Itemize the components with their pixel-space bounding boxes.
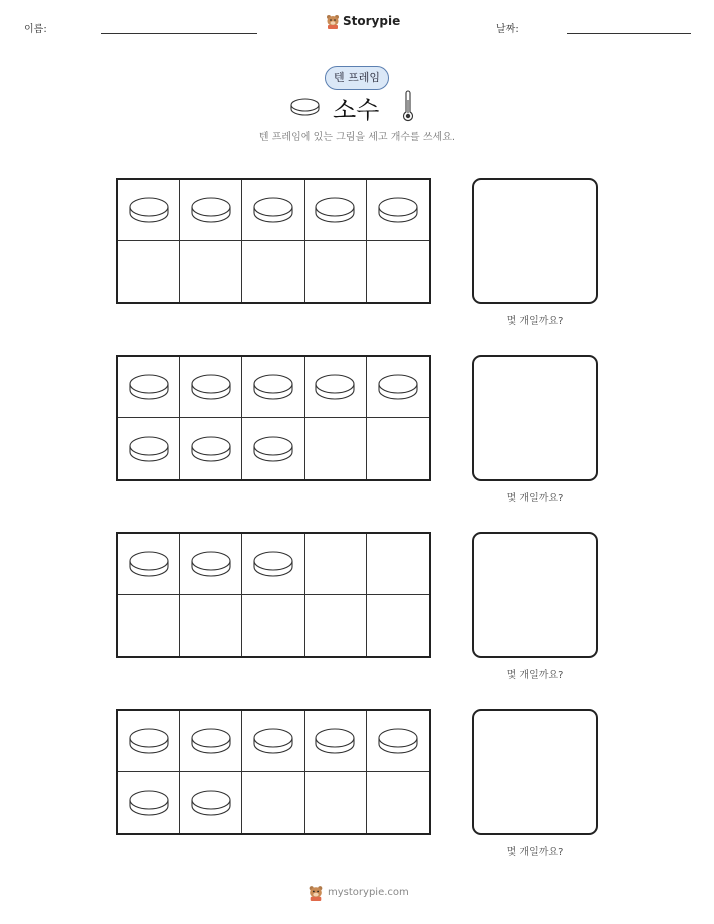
question-prompt: 몇 개일까요? (506, 670, 564, 681)
disk-counter-icon (376, 724, 420, 758)
answer-box[interactable] (472, 532, 598, 658)
disk-counter-icon (376, 193, 420, 227)
frame-cell (367, 595, 429, 656)
disk-counter-icon (251, 724, 295, 758)
frame-cell (242, 772, 304, 833)
name-line[interactable] (101, 33, 257, 34)
disk-counter-icon (127, 547, 171, 581)
disk-counter-icon (189, 432, 233, 466)
frame-cell (118, 357, 180, 418)
disk-counter-icon (127, 724, 171, 758)
disk-counter-icon (127, 786, 171, 820)
frame-cell (305, 180, 367, 241)
frame-cell (242, 241, 304, 302)
frame-cell (118, 772, 180, 833)
disk-counter-icon (127, 370, 171, 404)
frame-cell (305, 357, 367, 418)
frame-cell (242, 595, 304, 656)
frame-cell (367, 772, 429, 833)
frame-cell (367, 711, 429, 772)
date-line[interactable] (567, 33, 691, 34)
disk-counter-icon (189, 547, 233, 581)
frame-cell (242, 357, 304, 418)
disk-counter-icon (189, 724, 233, 758)
frame-cell (180, 241, 242, 302)
disk-counter-icon (251, 432, 295, 466)
frame-cell (305, 418, 367, 479)
disk-counter-icon (189, 193, 233, 227)
disk-counter-icon (313, 193, 357, 227)
frame-cell (305, 595, 367, 656)
frame-cell (118, 711, 180, 772)
disk-counter-icon (189, 786, 233, 820)
footer (308, 884, 409, 901)
disk-counter-icon (376, 370, 420, 404)
frame-cell (367, 357, 429, 418)
topic-tag: 텐 프레임 (325, 66, 389, 90)
disk-counter-icon (127, 432, 171, 466)
page-title: 소수 (333, 96, 380, 124)
frame-cell (180, 595, 242, 656)
answer-box[interactable] (472, 709, 598, 835)
question-prompt: 몇 개일까요? (506, 316, 564, 327)
storypie-bear-icon (326, 13, 340, 29)
ten-frame (116, 178, 431, 304)
ten-frame (116, 355, 431, 481)
frame-cell (180, 711, 242, 772)
instruction-text: 텐 프레임에 있는 그림을 세고 개수를 쓰세요. (258, 132, 456, 143)
frame-cell (180, 418, 242, 479)
frame-cell (242, 180, 304, 241)
frame-cell (242, 534, 304, 595)
disk-counter-icon (251, 193, 295, 227)
ten-frame (116, 709, 431, 835)
disk-counter-icon (251, 370, 295, 404)
answer-box[interactable] (472, 178, 598, 304)
frame-cell (305, 772, 367, 833)
frame-cell (305, 241, 367, 302)
disk-counter-icon (127, 193, 171, 227)
frame-cell (367, 241, 429, 302)
frame-cell (367, 180, 429, 241)
storypie-bear-icon (308, 884, 324, 901)
frame-cell (118, 418, 180, 479)
date-label: 날짜: (496, 24, 519, 35)
frame-cell (118, 180, 180, 241)
frame-cell (118, 595, 180, 656)
frame-cell (367, 418, 429, 479)
name-label: 이름: (24, 24, 47, 35)
frame-cell (242, 418, 304, 479)
frame-cell (118, 241, 180, 302)
frame-cell (180, 180, 242, 241)
frame-cell (180, 534, 242, 595)
frame-cell (305, 534, 367, 595)
disk-icon (289, 96, 321, 118)
disk-counter-icon (189, 370, 233, 404)
frame-cell (180, 772, 242, 833)
disk-counter-icon (313, 370, 357, 404)
answer-box[interactable] (472, 355, 598, 481)
frame-cell (367, 534, 429, 595)
ten-frame (116, 532, 431, 658)
thermometer-icon (401, 90, 415, 122)
brand-logo (326, 13, 400, 29)
disk-counter-icon (251, 547, 295, 581)
frame-cell (305, 711, 367, 772)
question-prompt: 몇 개일까요? (506, 847, 564, 858)
footer-url: mystorypie.com (328, 887, 409, 898)
frame-cell (242, 711, 304, 772)
frame-cell (180, 357, 242, 418)
frame-cell (118, 534, 180, 595)
disk-counter-icon (313, 724, 357, 758)
brand-name: Storypie (343, 14, 401, 28)
question-prompt: 몇 개일까요? (506, 493, 564, 504)
